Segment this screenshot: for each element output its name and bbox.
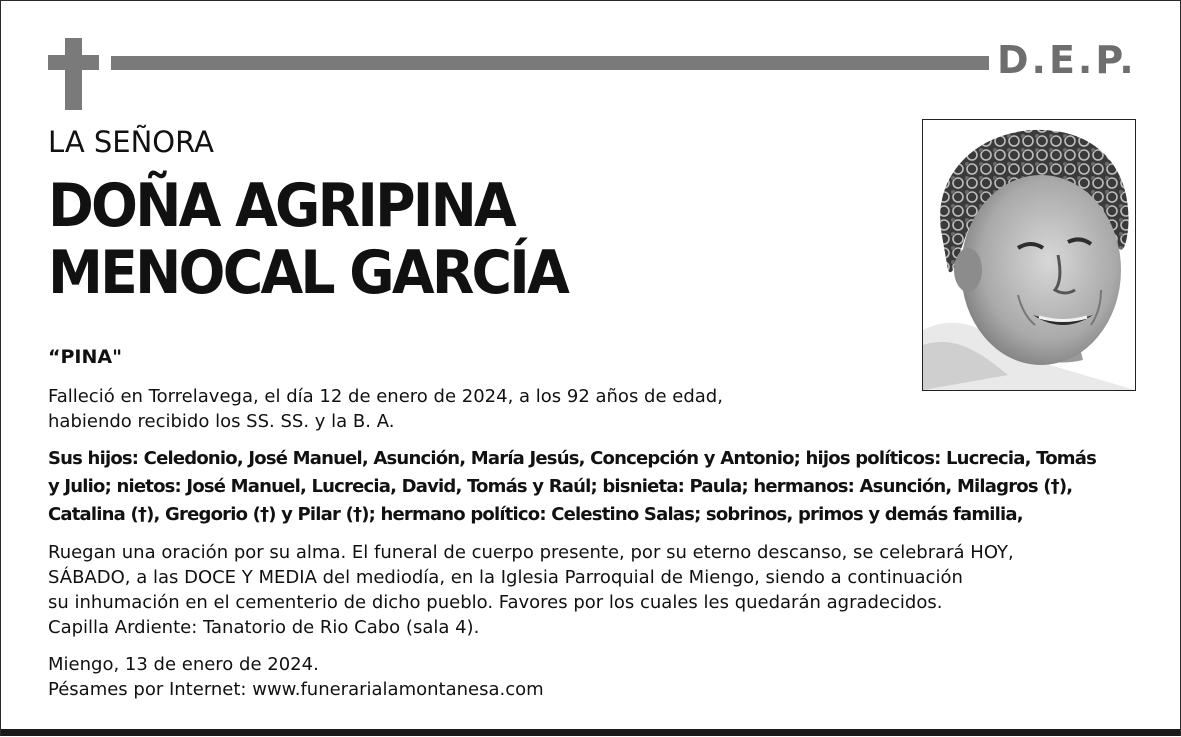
name-line-2: MENOCAL GARCÍA (48, 238, 568, 308)
intro-label: LA SEÑORA (48, 125, 214, 159)
portrait-image (923, 120, 1135, 390)
deceased-name (48, 173, 567, 307)
name-line-1: DOÑA AGRIPINA (48, 171, 514, 241)
closing-block (48, 652, 544, 702)
condolences-link[interactable]: Pésames por Internet: www.funerarialamontanesa.com (48, 679, 544, 700)
ceremony-line: su inhumación en el cementerio de dicho pueblo. Favores por los cuales les quedarán agradecidos. (48, 592, 943, 613)
cross-icon (48, 38, 99, 110)
family-line: Catalina (†), Gregorio (†) y Pilar (†); hermano político: Celestino Salas; sobrinos, primos y demás familia, (48, 504, 1023, 525)
family-list (48, 445, 1096, 529)
death-line: habiendo recibido los SS. SS. y la B. A. (48, 411, 395, 432)
header-rule (111, 56, 989, 70)
ceremony-line: Ruegan una oración por su alma. El funeral de cuerpo presente, por su eterno descanso, se celebrará HOY, (48, 542, 1014, 563)
nickname: “PINA" (48, 346, 122, 368)
bottom-border (1, 729, 1180, 736)
death-line: Falleció en Torrelavega, el día 12 de enero de 2024, a los 92 años de edad, (48, 386, 723, 407)
portrait-photo (922, 119, 1136, 391)
dep-label: D.E.P. (997, 38, 1137, 82)
ceremony-line: SÁBADO, a las DOCE Y MEDIA del mediodía, en la Iglesia Parroquial de Miengo, siendo a continuación (48, 567, 963, 588)
death-statement (48, 384, 723, 434)
family-line: Sus hijos: Celedonio, José Manuel, Asunción, María Jesús, Concepción y Antonio; hijos políticos: Lucrecia, Tomás (48, 448, 1097, 469)
date-place-line: Miengo, 13 de enero de 2024. (48, 654, 319, 675)
ceremony-details (48, 540, 1014, 640)
family-line: y Julio; nietos: José Manuel, Lucrecia, David, Tomás y Raúl; bisnieta: Paula; hermanos: Asunción, Milagros (†), (48, 476, 1073, 497)
ceremony-line: Capilla Ardiente: Tanatorio de Rio Cabo (sala 4). (48, 617, 480, 638)
